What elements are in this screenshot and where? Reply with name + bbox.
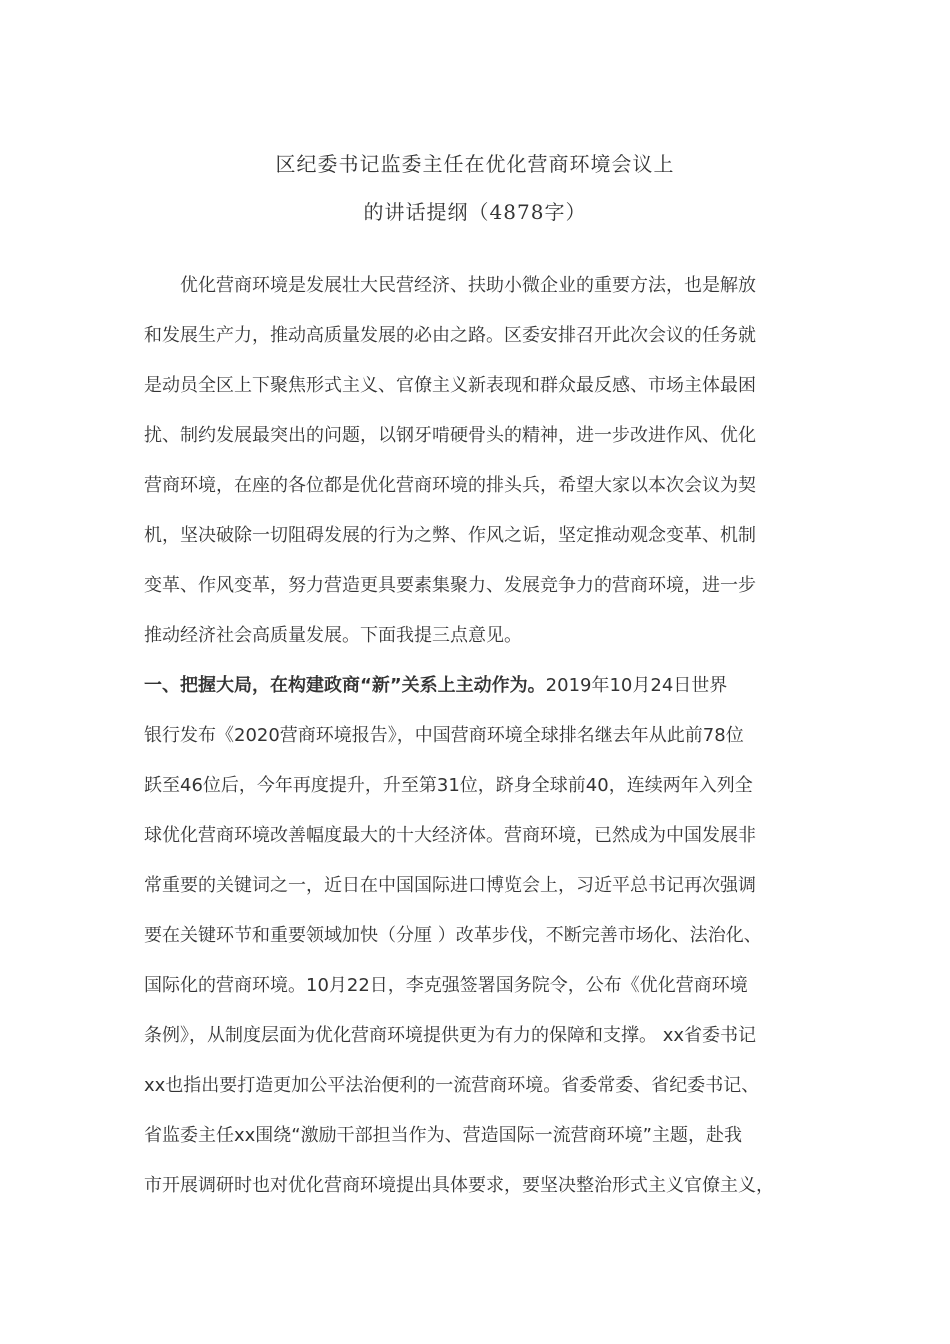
body-line-6: 机，坚决破除一切阻碍发展的行为之弊、作风之诟，坚定推动观念变革、机制 [144, 525, 756, 546]
body-line-4: 扰、制约发展最突出的问题，以钢牙啃硬骨头的精神，进一步改进作风、优化 [144, 425, 756, 446]
body-line-18: 省监委主任xx围绕“激励干部担当作为、营造国际一流营商环境”主题，赴我 [144, 1125, 742, 1146]
body-line-14: 要在关键环节和重要领域加快（分厘 ）改革步伐，不断完善市场化、法治化、 [144, 925, 762, 946]
section-heading-line [144, 677, 727, 695]
section-heading-continuation: 2019年10月24日世界 [545, 675, 728, 696]
body-line-12: 球优化营商环境改善幅度最大的十大经济体。营商环境，已然成为中国发展非 [144, 825, 756, 846]
section-heading: 一、把握大局，在构建政商“新”关系上主动作为。 [144, 675, 546, 696]
document-title-line-1: 区纪委书记监委主任在优化营商环境会议上 [275, 152, 675, 176]
body-line-19: 市开展调研时也对优化营商环境提出具体要求，要坚决整治形式主义官僚主义， [144, 1175, 774, 1196]
body-line-5: 营商环境，在座的各位都是优化营商环境的排头兵，希望大家以本次会议为契 [144, 475, 756, 496]
body-line-2: 和发展生产力，推动高质量发展的必由之路。区委安排召开此次会议的任务就 [144, 325, 756, 346]
body-line-15: 国际化的营商环境。10月22日，李克强签署国务院令，公布《优化营商环境 [144, 975, 748, 996]
body-line-8: 推动经济社会高质量发展。下面我提三点意见。 [144, 625, 522, 646]
body-line-7: 变革、作风变革，努力营造更具要素集聚力、发展竞争力的营商环境，进一步 [144, 575, 756, 596]
body-line-16: 条例》，从制度层面为优化营商环境提供更为有力的保障和支撑。 xx省委书记 [144, 1025, 757, 1046]
body-line-10: 银行发布《2020营商环境报告》，中国营商环境全球排名继去年从此前78位 [144, 725, 744, 746]
body-line-1: 优化营商环境是发展壮大民营经济、扶助小微企业的重要方法，也是解放 [144, 275, 756, 296]
document-title-line-2: 的讲话提纲（4878字） [363, 200, 587, 224]
body-line-13: 常重要的关键词之一，近日在中国国际进口博览会上，习近平总书记再次强调 [144, 875, 756, 896]
body-line-17: xx也指出要打造更加公平法治便利的一流营商环境。省委常委、省纪委书记、 [144, 1075, 760, 1096]
body-line-11: 跃至46位后，今年再度提升，升至第31位，跻身全球前40，连续两年入列全 [144, 775, 753, 796]
body-line-3: 是动员全区上下聚焦形式主义、官僚主义新表现和群众最反感、市场主体最困 [144, 375, 756, 396]
